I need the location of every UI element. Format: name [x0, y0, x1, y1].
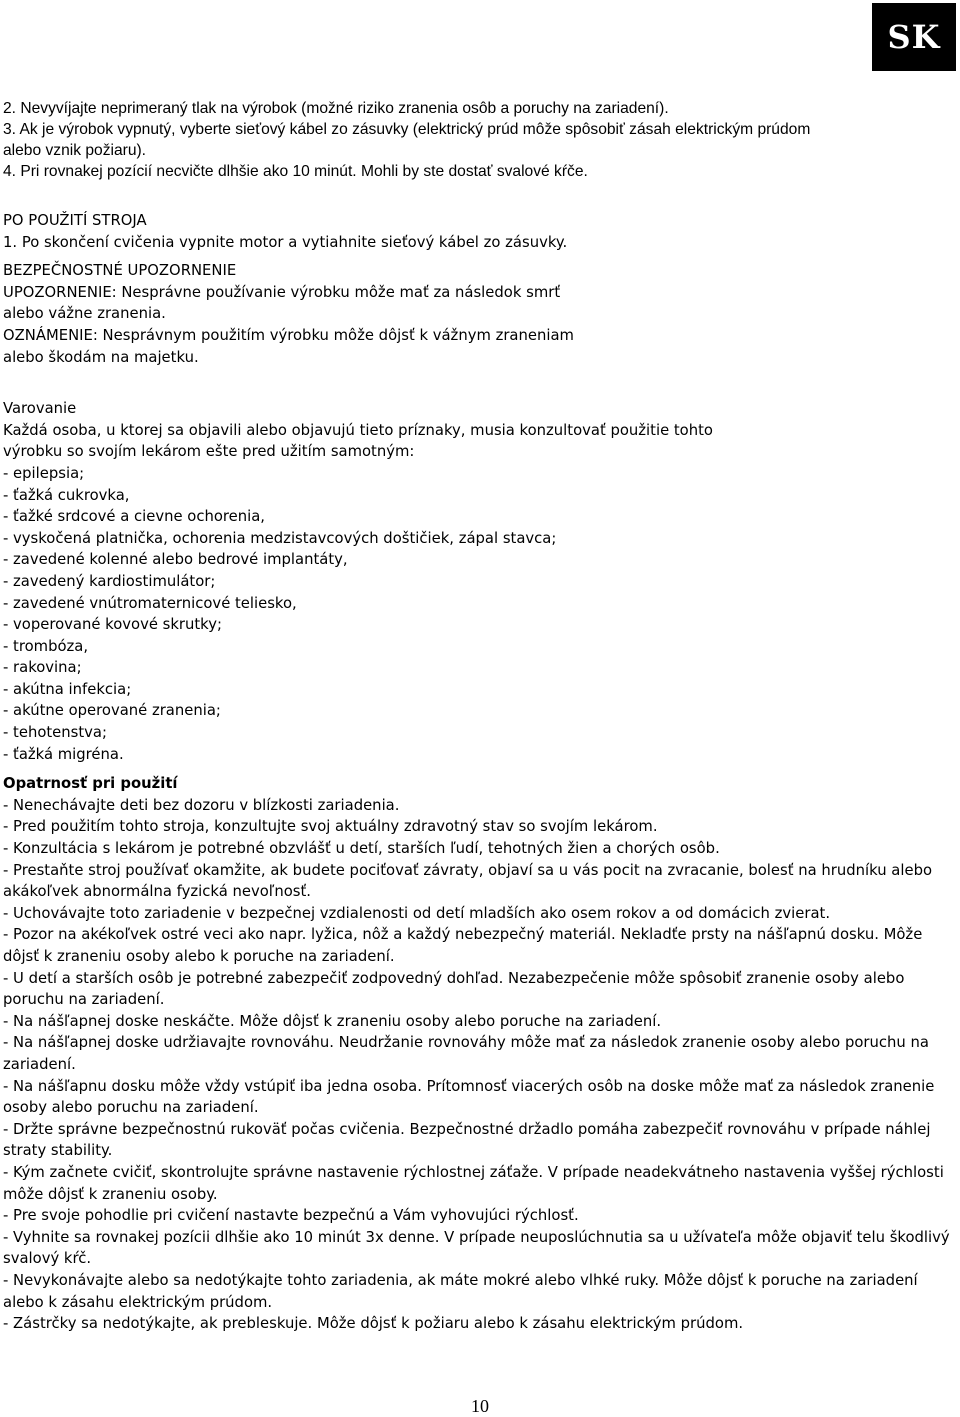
instruction-item-continuation: alebo vznik požiaru). — [3, 142, 147, 159]
usage-instructions-continued — [3, 98, 943, 182]
caution-list-item: - Pred použitím tohto stroja, konzultujte svoj aktuálny zdravotný stav so svojím lekárom. — [3, 818, 658, 836]
caution-list-item: - Nenechávajte deti bez dozoru v blízkosti zariadenia. — [3, 796, 400, 814]
after-use-section — [3, 210, 958, 253]
warning-list-item: - epilepsia; — [3, 464, 85, 482]
after-use-item: 1. Po skončení cvičenia vypnite motor a vytiahnite sieťový kábel zo zásuvky. — [3, 233, 568, 251]
safety-heading: BEZPEČNOSTNÉ UPOZORNENIE — [3, 262, 237, 280]
warning-list-item: - akútne operované zranenia; — [3, 702, 221, 720]
warning-list-item: - rakovina; — [3, 659, 82, 677]
warning-section — [3, 398, 958, 765]
caution-list-item: - Pre svoje pohodlie pri cvičení nastavte bezpečnú a Vám vyhovujúci rýchlosť. — [3, 1207, 579, 1225]
caution-list-item: - Zástrčky sa nedotýkajte, ak prebleskuje. Môže dôjsť k požiaru alebo k zásahu elektrickým prúdom. — [3, 1315, 744, 1333]
warning-list-item: - ťažké srdcové a cievne ochorenia, — [3, 508, 266, 526]
caution-list-item: - Držte správne bezpečnostnú rukoväť počas cvičenia. Bezpečnostné držadlo pomáha zabezpečiť rovnováhu v prípade náhlej straty stability. — [3, 1120, 931, 1160]
warning-intro: výrobku so svojím lekárom ešte pred užitím samotným: — [3, 443, 415, 461]
instruction-item: 2. Nevyvíjajte neprimeraný tlak na výrobok (možné riziko zranenia osôb a poruchy na zariadení). — [3, 100, 669, 117]
safety-notice-section — [3, 260, 958, 368]
warning-list-item: - tehotenstva; — [3, 724, 107, 742]
safety-line: alebo škodám na majetku. — [3, 348, 199, 366]
caution-list-item: - Nevykonávajte alebo sa nedotýkajte tohto zariadenia, ak máte mokré alebo vlhké ruky. Môže dôjsť k poruche na zariadení alebo k zásahu elektrickým prúdom. — [3, 1271, 918, 1311]
warning-list-item: - zavedené vnútromaternicové teliesko, — [3, 594, 297, 612]
warning-list-item: - zavedený kardiostimulátor; — [3, 572, 216, 590]
instruction-item: 4. Pri rovnakej pozícií necvičte dlhšie ako 10 minút. Mohli by ste dostať svalové kŕče. — [3, 163, 588, 180]
warning-list-item: - voperované kovové skrutky; — [3, 616, 222, 634]
caution-heading: Opatrnosť pri použití — [3, 775, 178, 793]
safety-line: alebo vážne zranenia. — [3, 305, 166, 323]
caution-list-item: - Pozor na akékoľvek ostré veci ako napr. lyžica, nôž a každý nebezpečný materiál. Nekladťe prsty na nášľapnú dosku. Môže dôjsť k zraneniu osoby alebo k poruche na zariadení. — [3, 926, 923, 965]
warning-heading: Varovanie — [3, 400, 77, 418]
warning-list-item: - ťažká migréna. — [3, 745, 124, 763]
warning-list-item: - zavedené kolenné alebo bedrové implantáty, — [3, 551, 348, 569]
warning-list-item: - ťažká cukrovka, — [3, 486, 130, 504]
warning-list-item: - trombóza, — [3, 637, 89, 655]
after-use-heading: PO POUŽITÍ STROJA — [3, 212, 147, 229]
caution-list-item: - Na nášľapnu dosku môže vždy vstúpiť iba jedna osoba. Prítomnosť viacerých osôb na doske môže mať za následok zranenie osoby alebo poruchu na zariadení. — [3, 1077, 935, 1117]
instruction-item: 3. Ak je výrobok vypnutý, vyberte sieťový kábel zo zásuvky (elektrický prúd môže spôsobiť zásah elektrickým prúdom — [3, 121, 811, 138]
caution-section — [3, 773, 958, 1334]
safety-line: OZNÁMENIE: Nesprávnym použitím výrobku môže dôjsť k vážnym zraneniam — [3, 326, 574, 344]
caution-list-item: - Kým začnete cvičiť, skontrolujte správne nastavenie rýchlostnej záťaže. V prípade neadekvátneho nastavenia vyššej rýchlosti môže dôjsť k zraneniu osoby. — [3, 1163, 944, 1203]
warning-list-item: - vyskočená platnička, ochorenia medzistavcových doštičiek, zápal stavca; — [3, 529, 557, 547]
language-badge: SK — [872, 3, 956, 71]
caution-list-item: - Vyhnite sa rovnakej pozícii dlhšie ako 10 minút 3x denne. V prípade neuposlúchnutia sa u užívateľa môže objaviť telu škodlivý svalový kŕč. — [3, 1228, 950, 1268]
document-body — [3, 210, 958, 1335]
caution-list-item: - Prestaňte stroj používať okamžite, ak budete pociťovať závraty, objaví sa u vás pocit na zvracanie, bolesť na hrudníku alebo akákoľvek abnormálna fyzická nevoľnosť. — [3, 861, 933, 901]
warning-list-item: - akútna infekcia; — [3, 680, 132, 698]
page-number: 10 — [471, 1396, 489, 1416]
safety-line: UPOZORNENIE: Nesprávne používanie výrobku môže mať za následok smrť — [3, 283, 561, 301]
caution-list-item: - Uchovávajte toto zariadenie v bezpečnej vzdialenosti od detí mladších ako osem rokov a od domácich zvierat. — [3, 904, 831, 922]
caution-list-item: - Na nášľapnej doske udržiavajte rovnováhu. Neudržanie rovnováhy môže mať za následok zranenie osoby alebo poruchu na zariadení. — [3, 1034, 929, 1073]
caution-list-item: - U detí a starších osôb je potrebné zabezpečiť zodpovedný dohľad. Nezabezpečenie môže spôsobiť zranenie osoby alebo poruchu na zariadení. — [3, 969, 905, 1009]
caution-list-item: - Konzultácia s lekárom je potrebné obzvlášť u detí, starších ľudí, tehotných žien a chorých osôb. — [3, 840, 720, 858]
caution-list-item: - Na nášľapnej doske neskáčte. Môže dôjsť k zraneniu osoby alebo poruche na zariadení. — [3, 1012, 662, 1030]
warning-intro: Každá osoba, u ktorej sa objavili alebo objavujú tieto príznaky, musia konzultovať použitie tohto — [3, 421, 713, 439]
